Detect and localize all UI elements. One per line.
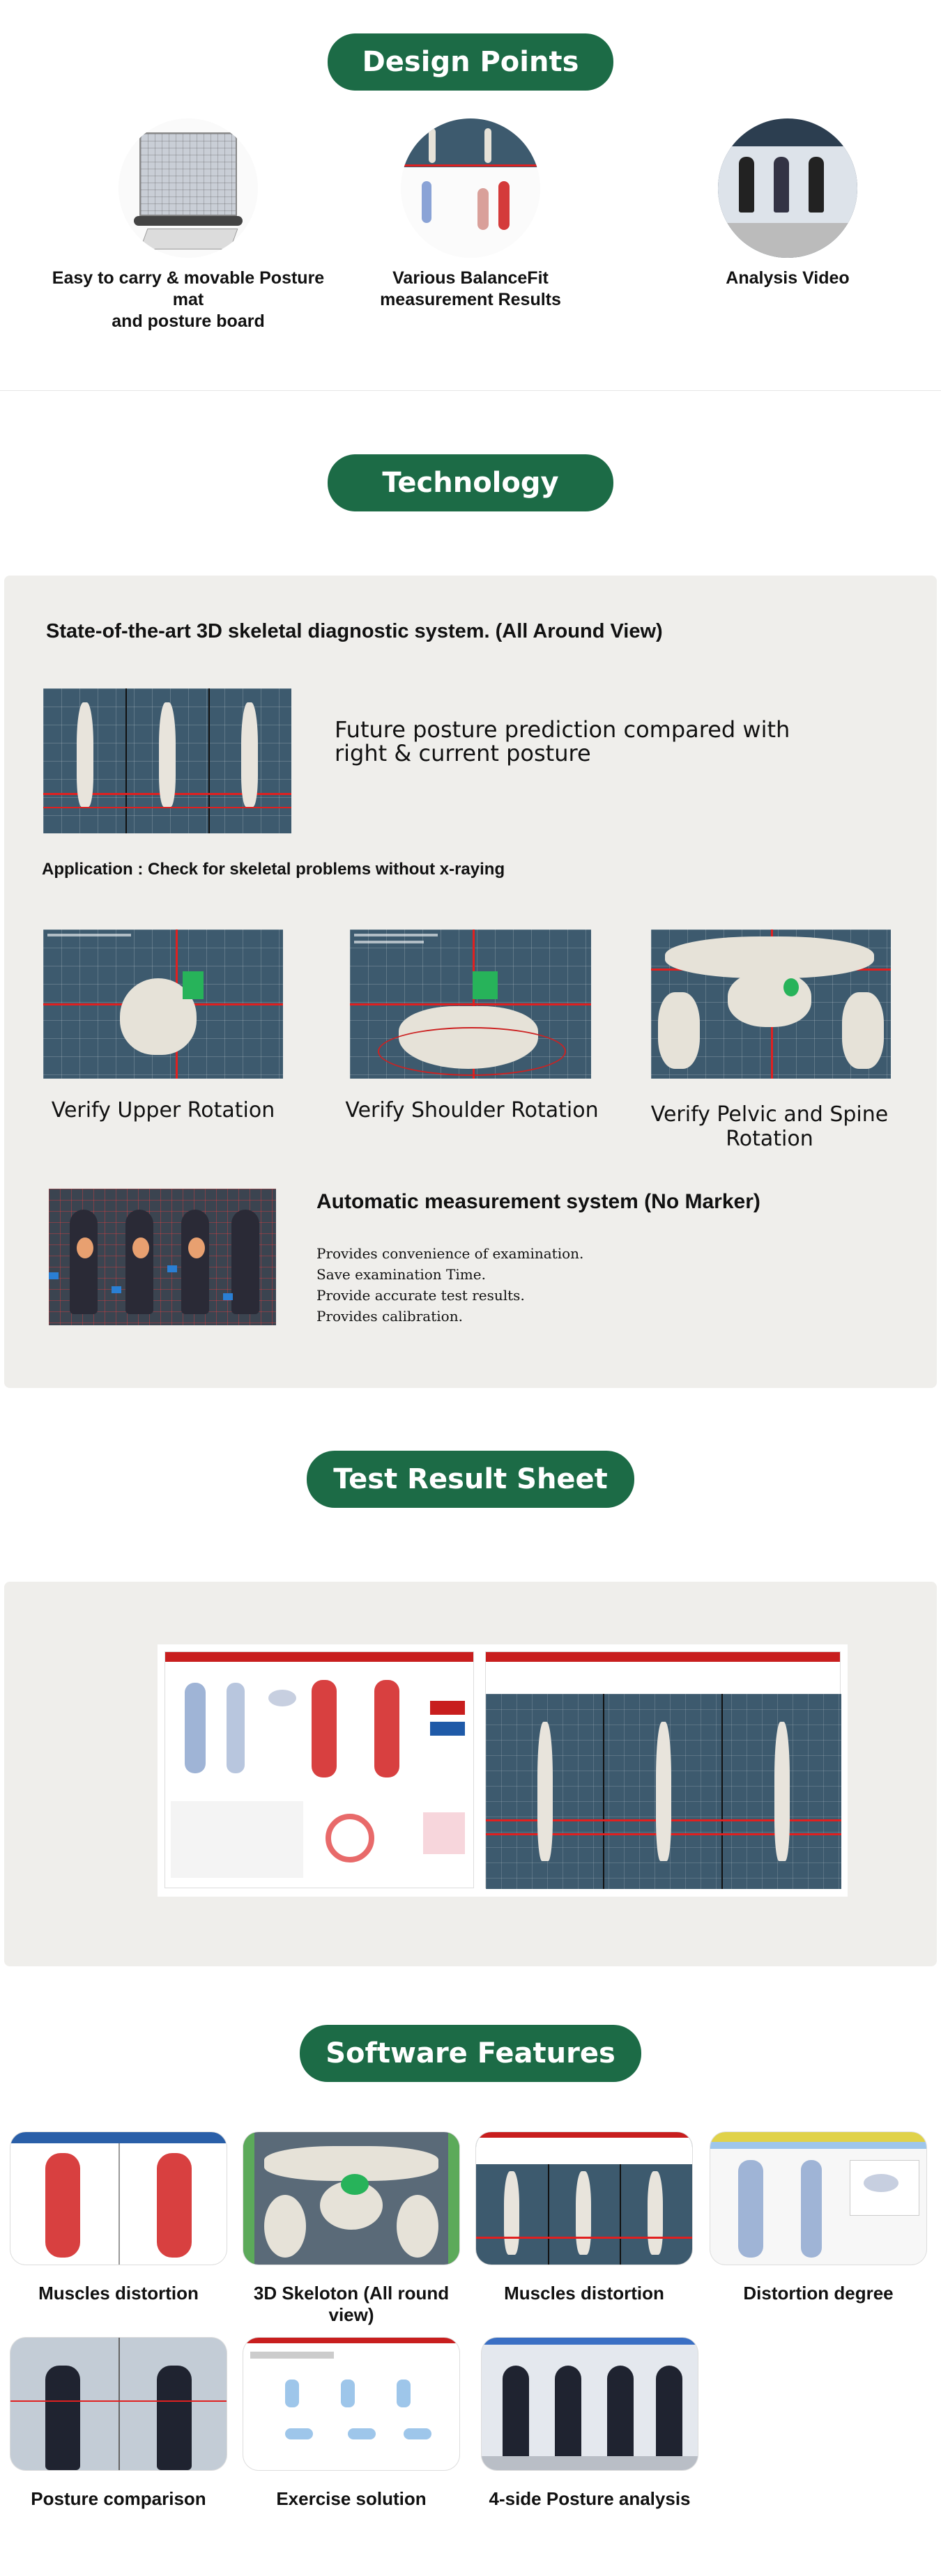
feature-label: Exercise solution (276, 2488, 427, 2509)
feature-label: Posture comparison (31, 2488, 206, 2509)
feature-image (710, 2132, 926, 2265)
feature-exercise-solution (233, 2338, 470, 2510)
technology-heading: State-of-the-art 3D skeletal diagnostic system. (All Around View) (46, 620, 663, 642)
design-point-label (42, 268, 335, 332)
feature-posture-comparison (0, 2338, 237, 2510)
upper-rotation-label: Verify Upper Rotation (51, 1098, 275, 1123)
design-point-results (331, 118, 610, 311)
feature-distortion-degree (700, 2132, 937, 2304)
pelvic-spine-rotation-label: Verify Pelvic and Spine Rotation (650, 1102, 889, 1151)
feature-label: Distortion degree (743, 2283, 894, 2304)
pelvic-spine-rotation-screen (651, 930, 891, 1079)
test-result-panel (4, 1582, 937, 1966)
design-point-video (641, 118, 934, 289)
feature-image (10, 2338, 227, 2470)
design-points-title: Design Points (328, 33, 613, 91)
posture-prediction-text (335, 718, 790, 765)
posture-board-image (118, 118, 258, 258)
all-around-view-screen (43, 688, 291, 833)
design-point-label (331, 268, 610, 311)
feature-image (10, 2132, 227, 2265)
automatic-measurement-image (49, 1189, 276, 1325)
shoulder-rotation-label: Verify Shoulder Rotation (345, 1098, 599, 1123)
automatic-measurement-title: Automatic measurement system (No Marker) (316, 1190, 760, 1213)
technology-panel (4, 576, 937, 1388)
software-features-title: Software Features (300, 2025, 641, 2082)
feature-4-side-posture (471, 2338, 708, 2510)
test-result-title: Test Result Sheet (307, 1451, 634, 1508)
feature-label: 4-side Posture analysis (489, 2488, 691, 2509)
label-line: Easy to carry & movable Posture mat (52, 268, 325, 309)
technology-title: Technology (328, 454, 613, 511)
text-line: right & current posture (335, 740, 591, 766)
automatic-measurement-list (316, 1243, 583, 1327)
label-line: measurement Results (380, 290, 561, 309)
design-point-posture-mat (42, 118, 335, 332)
list-item: Provide accurate test results. (316, 1287, 525, 1304)
application-text: Application : Check for skeletal problems without x-raying (42, 860, 505, 879)
measurement-results-image (401, 118, 540, 258)
section-divider (0, 390, 941, 391)
list-item: Save examination Time. (316, 1266, 486, 1283)
feature-muscles-distortion-2 (466, 2132, 703, 2304)
analysis-video-image (718, 118, 857, 258)
feature-image (243, 2132, 459, 2265)
feature-3d-skeleton (233, 2132, 470, 2326)
test-result-sheet-image (158, 1644, 848, 1897)
feature-label: Muscles distortion (504, 2283, 664, 2304)
upper-rotation-screen (43, 930, 283, 1079)
feature-image (482, 2338, 698, 2470)
text-line: Future posture prediction compared with (335, 716, 790, 743)
list-item: Provides calibration. (316, 1308, 463, 1325)
feature-image (243, 2338, 459, 2470)
label-line: Various BalanceFit (392, 268, 549, 288)
shoulder-rotation-screen (350, 930, 591, 1079)
feature-label: 3D Skeloton (All round view) (253, 2283, 450, 2325)
label-line: and posture board (112, 311, 265, 331)
label-line: Analysis Video (726, 268, 850, 288)
feature-image (476, 2132, 692, 2265)
feature-label: Muscles distortion (38, 2283, 199, 2304)
feature-muscles-distortion-1 (0, 2132, 237, 2304)
design-point-label (641, 268, 934, 289)
list-item: Provides convenience of examination. (316, 1245, 584, 1262)
